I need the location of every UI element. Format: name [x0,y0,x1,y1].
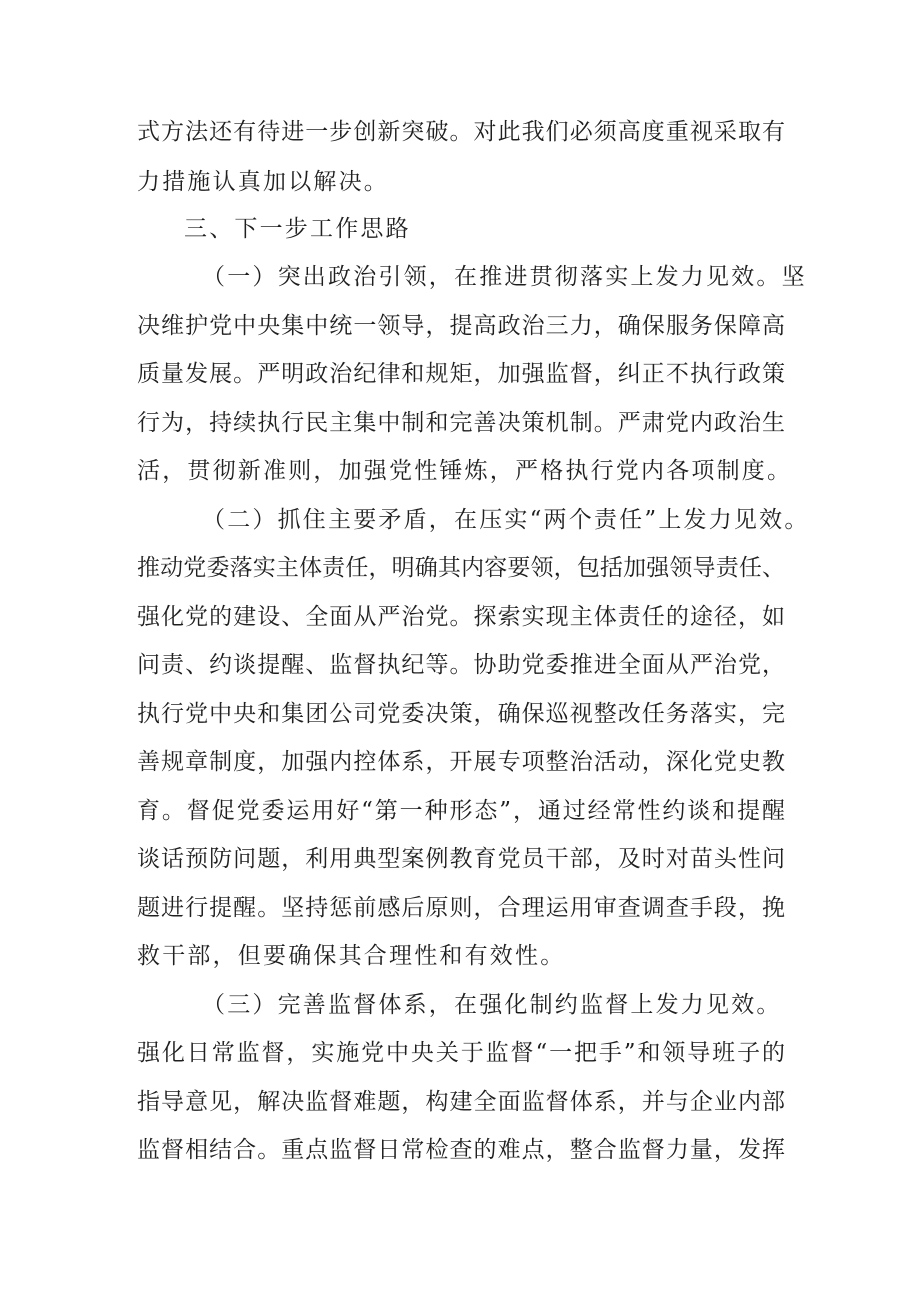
text-line: 力措施认真加以解决。 [137,169,389,195]
subsection-heading: （三）完善监督体系，在强化制约监督上发力见效。 [202,992,782,1018]
text-line: 活，贯彻新准则，加强党性锤炼，严格执行党内各项制度。 [137,458,793,484]
text-line: 救干部，但要确保其合理性和有效性。 [137,943,566,969]
text-line: 问责、约谈提醒、监督执纪等。协助党委推进全面从严治党， [137,652,785,678]
text-line: 强化日常监督，实施党中央关于监督“一把手”和领导班子的 [137,1040,785,1066]
text-line: 强化党的建设、全面从严治党。探索实现主体责任的途径，如 [137,604,785,630]
section-heading: 三、下一步工作思路 [184,216,411,242]
text-line: 监督相结合。重点监督日常检查的难点，整合监督力量，发挥 [137,1137,785,1163]
text-line: 指导意见，解决监督难题，构建全面监督体系，并与企业内部 [137,1089,785,1115]
text-line: 决维护党中央集中统一领导，提高政治三力，确保服务保障高 [137,313,785,339]
text-line: 质量发展。严明政治纪律和规矩，加强监督，纠正不执行政策 [137,361,785,387]
text-line: 题进行提醒。坚持惩前感后原则，合理运用审查调查手段，挽 [137,895,785,921]
text-line: 式方法还有待进一步创新突破。对此我们必须高度重视采取有 [137,119,785,145]
subsection-heading: （一）突出政治引领，在推进贯彻落实上发力见效。坚 [202,264,807,290]
text-line: 育。督促党委运用好“第一种形态”，通过经常性约谈和提醒 [137,798,785,824]
text-line: 行为，持续执行民主集中制和完善决策机制。严肃党内政治生 [137,410,785,436]
subsection-heading: （二）抓住主要矛盾，在压实“两个责任”上发力见效。 [202,507,810,533]
text-line: 谈话预防问题，利用典型案例教育党员干部，及时对苗头性问 [137,846,785,872]
text-line: 执行党中央和集团公司党委决策，确保巡视整改任务落实，完 [137,701,785,727]
text-line: 善规章制度，加强内控体系，开展专项整治活动，深化党史教 [137,749,785,775]
text-line: 推动党委落实主体责任，明确其内容要领，包括加强领导责任、 [137,555,785,581]
